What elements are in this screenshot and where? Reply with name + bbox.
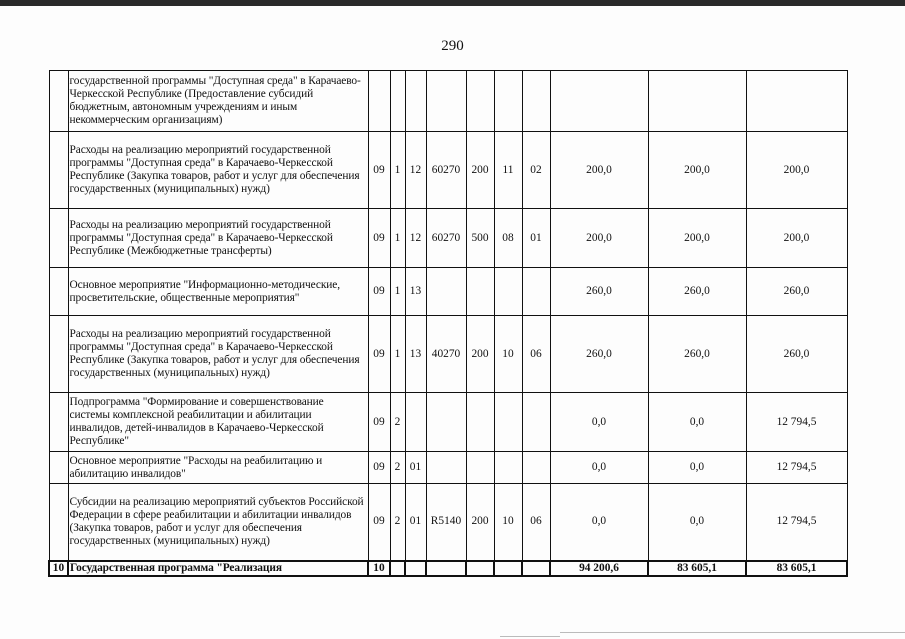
- row-number: [49, 484, 68, 561]
- row-number: [49, 452, 68, 484]
- row-number: 10: [49, 561, 68, 576]
- amount-year-1: 260,0: [550, 268, 648, 316]
- code-direction: [426, 452, 466, 484]
- amount-year-2: 260,0: [648, 316, 746, 393]
- row-name: Расходы на реализацию мероприятий государственной программы "Доступная среда" в Карачаево-Черкесской Республике (Закупка товаров, работ и услуг для обеспечения государственных (муниципальных) нужд): [68, 132, 368, 209]
- code-direction: [426, 393, 466, 452]
- code-subprogram: 2: [390, 393, 405, 452]
- row-name: Подпрограмма "Формирование и совершенствование системы комплексной реабилитации и абилитации инвалидов, детей-инвалидов в Карачаево-Черкесской Республике": [68, 393, 368, 452]
- amount-year-2: 83 605,1: [648, 561, 746, 576]
- code-expense-type: 200: [466, 316, 494, 393]
- code-expense-type: 200: [466, 484, 494, 561]
- code-subsection: [522, 71, 550, 132]
- code-section: [494, 393, 522, 452]
- scan-artifact-line: [560, 632, 905, 633]
- amount-year-2: 260,0: [648, 268, 746, 316]
- scan-top-border: [0, 0, 905, 6]
- code-subsection: [522, 561, 550, 576]
- amount-year-1: 0,0: [550, 393, 648, 452]
- code-program: 09: [368, 393, 390, 452]
- code-subprogram: 1: [390, 316, 405, 393]
- code-subprogram: 2: [390, 484, 405, 561]
- code-subprogram: 1: [390, 209, 405, 268]
- table-row: [49, 484, 847, 561]
- code-event: [405, 561, 426, 576]
- amount-year-3: 200,0: [746, 209, 847, 268]
- code-section: 11: [494, 132, 522, 209]
- amount-year-1: 0,0: [550, 452, 648, 484]
- amount-year-3: 260,0: [746, 268, 847, 316]
- code-section: 10: [494, 316, 522, 393]
- amount-year-1: 0,0: [550, 484, 648, 561]
- code-expense-type: 200: [466, 132, 494, 209]
- amount-year-2: 200,0: [648, 209, 746, 268]
- table-row: [49, 71, 847, 132]
- table-row: [49, 132, 847, 209]
- code-expense-type: [466, 452, 494, 484]
- code-program: 09: [368, 268, 390, 316]
- row-number: [49, 209, 68, 268]
- code-subprogram: [390, 561, 405, 576]
- code-subsection: 01: [522, 209, 550, 268]
- code-direction: 60270: [426, 132, 466, 209]
- row-number: [49, 393, 68, 452]
- table-row-program-total: [49, 561, 847, 576]
- table-row: [49, 268, 847, 316]
- code-direction: 60270: [426, 209, 466, 268]
- row-name: Субсидии на реализацию мероприятий субъектов Российской Федерации в сфере реабилитации и абилитации инвалидов (Закупка товаров, работ и услуг для обеспечения государственных (муниципальных) нужд): [68, 484, 368, 561]
- amount-year-3: 12 794,5: [746, 452, 847, 484]
- code-program: 09: [368, 484, 390, 561]
- code-direction: R5140: [426, 484, 466, 561]
- code-direction: [426, 561, 466, 576]
- amount-year-1: 94 200,6: [550, 561, 648, 576]
- code-subsection: 06: [522, 316, 550, 393]
- code-section: [494, 71, 522, 132]
- table-row: [49, 316, 847, 393]
- amount-year-2: 0,0: [648, 452, 746, 484]
- amount-year-3: 12 794,5: [746, 484, 847, 561]
- amount-year-3: 200,0: [746, 132, 847, 209]
- code-subprogram: [390, 71, 405, 132]
- code-subprogram: 2: [390, 452, 405, 484]
- code-subsection: [522, 268, 550, 316]
- table-row: [49, 209, 847, 268]
- amount-year-3: [746, 71, 847, 132]
- code-subsection: 02: [522, 132, 550, 209]
- code-subprogram: 1: [390, 268, 405, 316]
- amount-year-2: [648, 71, 746, 132]
- amount-year-3: 260,0: [746, 316, 847, 393]
- table-row: [49, 452, 847, 484]
- code-subprogram: 1: [390, 132, 405, 209]
- code-program: 09: [368, 452, 390, 484]
- row-name: Расходы на реализацию мероприятий государственной программы "Доступная среда" в Карачаево-Черкесской Республике (Межбюджетные трансферты): [68, 209, 368, 268]
- code-subsection: 06: [522, 484, 550, 561]
- code-expense-type: [466, 393, 494, 452]
- code-direction: [426, 71, 466, 132]
- amount-year-1: 200,0: [550, 132, 648, 209]
- amount-year-3: 83 605,1: [746, 561, 847, 576]
- code-expense-type: 500: [466, 209, 494, 268]
- code-program: 09: [368, 316, 390, 393]
- code-direction: [426, 268, 466, 316]
- amount-year-1: 200,0: [550, 209, 648, 268]
- table-row: [49, 393, 847, 452]
- code-event: 13: [405, 316, 426, 393]
- code-event: 01: [405, 452, 426, 484]
- row-name: Основное мероприятие "Информационно-методические, просветительские, общественные мероприятия": [68, 268, 368, 316]
- code-section: 08: [494, 209, 522, 268]
- row-number: [49, 71, 68, 132]
- row-number: [49, 316, 68, 393]
- amount-year-2: 0,0: [648, 484, 746, 561]
- row-name: Основное мероприятие "Расходы на реабилитацию и абилитацию инвалидов": [68, 452, 368, 484]
- code-section: [494, 561, 522, 576]
- code-event: 01: [405, 484, 426, 561]
- code-expense-type: [466, 268, 494, 316]
- amount-year-1: 260,0: [550, 316, 648, 393]
- budget-table: [48, 70, 848, 577]
- code-event: [405, 71, 426, 132]
- code-subsection: [522, 452, 550, 484]
- code-expense-type: [466, 71, 494, 132]
- row-name: Расходы на реализацию мероприятий государственной программы "Доступная среда" в Карачаево-Черкесской Республике (Закупка товаров, работ и услуг для обеспечения государственных (муниципальных) нужд): [68, 316, 368, 393]
- code-event: [405, 393, 426, 452]
- row-number: [49, 268, 68, 316]
- scan-artifact-line: [500, 636, 560, 637]
- amount-year-3: 12 794,5: [746, 393, 847, 452]
- code-subsection: [522, 393, 550, 452]
- code-program: 09: [368, 132, 390, 209]
- code-expense-type: [466, 561, 494, 576]
- code-section: [494, 452, 522, 484]
- code-event: 13: [405, 268, 426, 316]
- row-name: государственной программы "Доступная среда" в Карачаево-Черкесской Республике (Предоставление субсидий бюджетным, автономным учреждениям и иным некоммерческим организациям): [68, 71, 368, 132]
- code-program: 10: [368, 561, 390, 576]
- code-section: [494, 268, 522, 316]
- amount-year-2: 0,0: [648, 393, 746, 452]
- code-event: 12: [405, 209, 426, 268]
- code-event: 12: [405, 132, 426, 209]
- budget-table-body: [49, 71, 847, 576]
- page-number: 290: [441, 38, 464, 54]
- code-section: 10: [494, 484, 522, 561]
- row-number: [49, 132, 68, 209]
- amount-year-1: [550, 71, 648, 132]
- code-program: [368, 71, 390, 132]
- row-name: Государственная программа "Реализация: [68, 561, 368, 576]
- code-direction: 40270: [426, 316, 466, 393]
- code-program: 09: [368, 209, 390, 268]
- amount-year-2: 200,0: [648, 132, 746, 209]
